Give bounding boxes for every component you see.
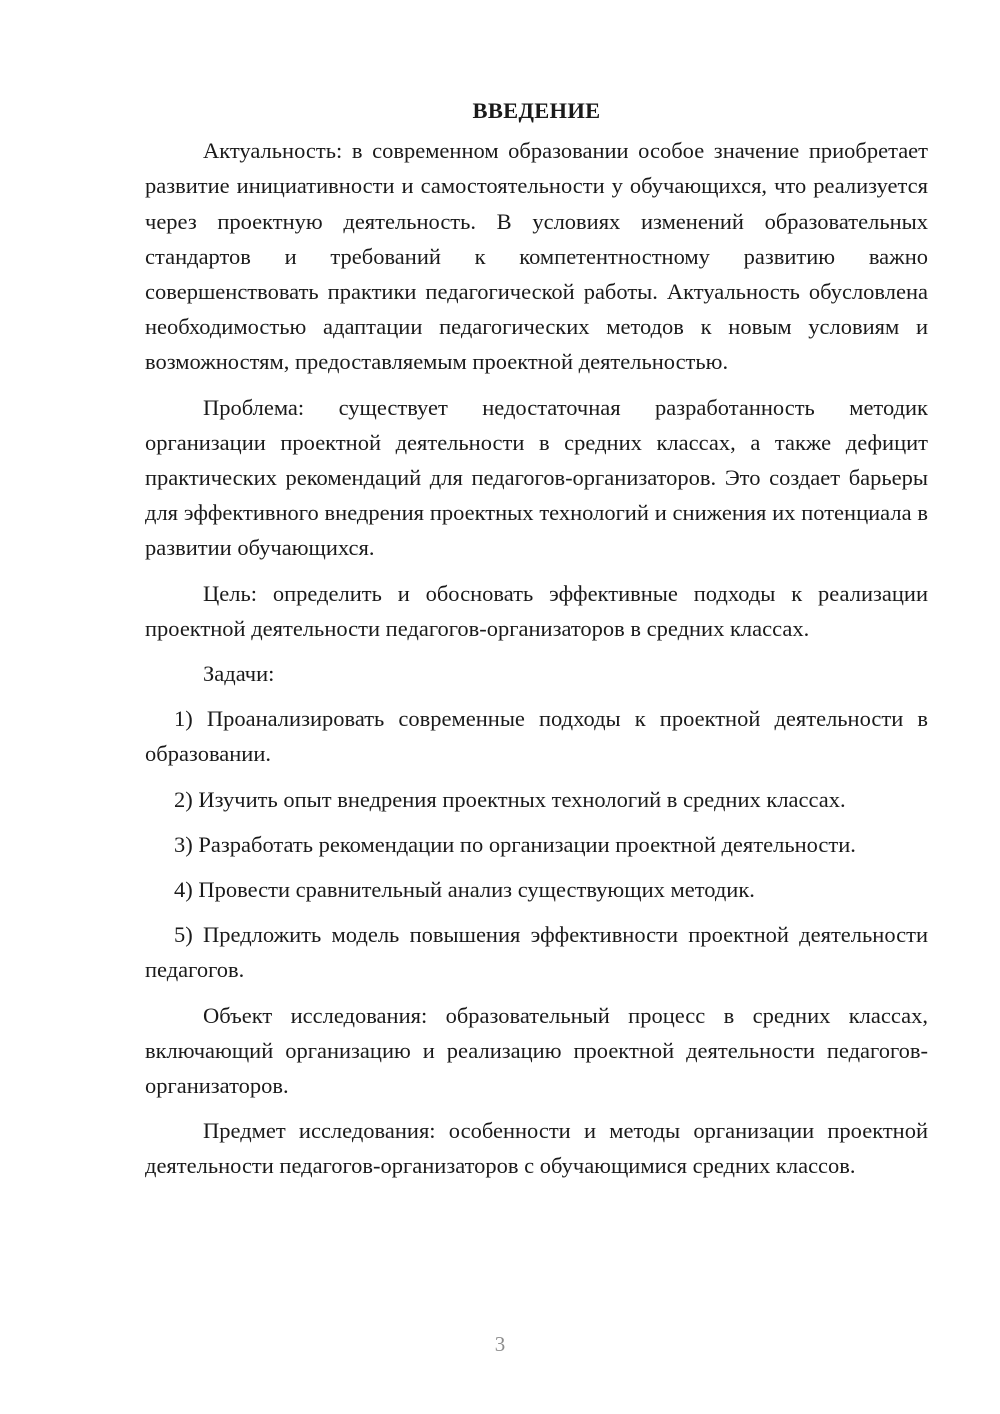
task-item-1: 1) Проанализировать современные подходы к проектной деятельности в образовании. bbox=[145, 706, 928, 767]
page-number: 3 bbox=[494, 1332, 506, 1356]
task-item-3: 3) Разработать рекомендации по организации проектной деятельности. bbox=[174, 831, 856, 857]
goal-paragraph: Цель: определить и обосновать эффективные подходы к реализации проектной деятельности педагогов-организаторов в средних классах. bbox=[145, 580, 928, 641]
tasks-heading: Задачи: bbox=[203, 661, 275, 687]
task-item-5: 5) Предложить модель повышения эффективности проектной деятельности педагогов. bbox=[145, 922, 928, 983]
research-subject-paragraph: Предмет исследования: особенности и методы организации проектной деятельности педагогов-организаторов с обучающимися средних классов. bbox=[145, 1118, 928, 1179]
research-object-paragraph: Объект исследования: образовательный процесс в средних классах, включающий организацию и реализацию проектной деятельности педагогов-организаторов. bbox=[145, 1002, 928, 1099]
page-content bbox=[145, 93, 928, 1194]
problem-paragraph: Проблема: существует недостаточная разработанность методик организации проектной деятельности в средних классах, а также дефицит практических рекомендаций для педагогов-организаторов. Это создает барьеры для эффективного внедрения проектных технологий и снижения их потенциала в развитии обучающихся. bbox=[145, 394, 928, 561]
task-item-2: 2) Изучить опыт внедрения проектных технологий в средних классах. bbox=[174, 786, 846, 812]
task-item-4: 4) Провести сравнительный анализ существующих методик. bbox=[174, 877, 755, 903]
section-title: ВВЕДЕНИЕ bbox=[472, 98, 601, 123]
relevance-paragraph: Актуальность: в современном образовании особое значение приобретает развитие инициативности и самостоятельности у обучающихся, что реализуется через проектную деятельность. В условиях изменений образовательных стандартов и требований к компетентностному развитию важно совершенствовать практики педагогической работы. Актуальность обусловлена необходимостью адаптации педагогических методов к новым условиям и возможностям, предоставляемым проектной деятельностью. bbox=[145, 138, 928, 375]
